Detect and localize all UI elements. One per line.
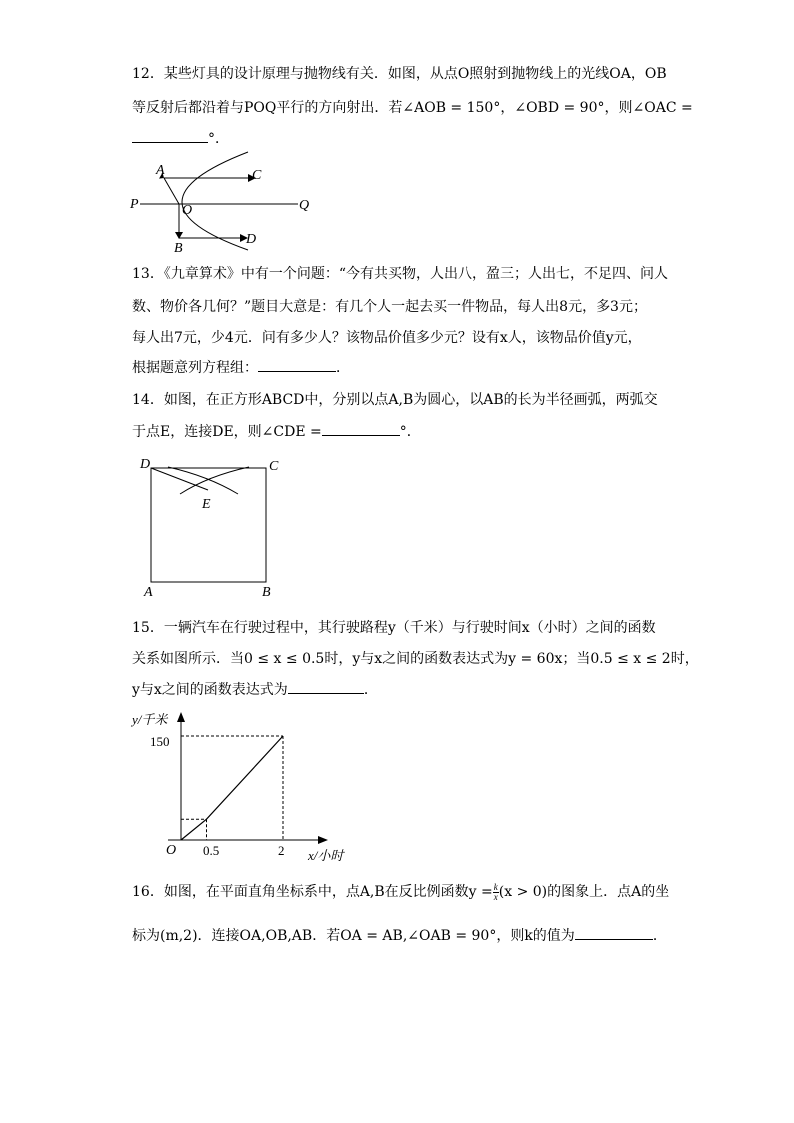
q15-distance-time-graph (128, 708, 368, 868)
q15-line-3 (132, 679, 378, 700)
y-axis-arrow (177, 712, 185, 722)
parabola-curve (182, 152, 248, 250)
q12-parabola-figure (128, 148, 328, 258)
q16-line-2 (132, 925, 667, 946)
q15-line-3-prefix: y与x之间的函数表达式为 (132, 682, 288, 698)
ray-OA (164, 178, 179, 204)
q12-line-2: 等反射后都沿着与POQ平行的方向射出．若∠AOB = 150°，∠OBD = 90°，则∠OAC = (132, 100, 693, 116)
q12-line-1: 12．某些灯具的设计原理与抛物线有关．如图，从点O照射到抛物线上的光线OA，OB (132, 66, 667, 82)
y-tick-150: 150 (150, 734, 170, 749)
q16-line-1 (132, 882, 669, 902)
label-C: C (252, 168, 262, 183)
x-axis-label: x/小时 (308, 848, 344, 863)
square-ABCD (151, 468, 266, 582)
q15-line-2: 关系如图所示．当0 ≤ x ≤ 0.5时，y与x之间的函数表达式为y = 60x；当0.5 ≤ x ≤ 2时， (132, 651, 699, 667)
q15-line-3-suffix: ． (363, 682, 378, 698)
y-axis-label: y/千米 (132, 712, 168, 727)
q15-line-1: 15．一辆汽车在行驶过程中，其行驶路程y（千米）与行驶时间x（小时）之间的函数 (132, 620, 656, 636)
x-tick-2: 2 (278, 843, 285, 858)
q13-answer-blank[interactable] (258, 357, 336, 372)
label-D: D (246, 232, 257, 247)
q13-line-4 (132, 357, 350, 378)
q13-line-4-suffix: ． (336, 360, 350, 376)
fraction-numerator: k (493, 881, 498, 892)
q12-line-3-suffix: °． (208, 131, 229, 147)
fraction-denominator: x (493, 891, 498, 902)
q15-answer-blank[interactable] (288, 679, 364, 694)
q14-answer-blank[interactable] (322, 421, 400, 436)
q16-answer-blank[interactable] (575, 925, 653, 940)
q14-line-2-prefix: 于点E，连接DE，则∠CDE = (132, 424, 322, 440)
q13-line-1: 13．《九章算术》中有一个问题：“今有共买物，人出八，盈三；人出七，不足四、问人 (132, 266, 668, 282)
label-P: P (130, 197, 139, 212)
label-D: D (140, 457, 151, 472)
label-A: A (144, 585, 153, 600)
label-Q: Q (299, 198, 310, 213)
x-axis-arrow (318, 836, 328, 844)
q16-line-1-suffix: (x > 0)的图象上．点A的坐 (498, 884, 670, 900)
distance-series-line (181, 736, 283, 840)
q14-line-1: 14．如图，在正方形ABCD中，分别以点A,B为圆心，以AB的长为半径画弧，两弧交 (132, 392, 658, 408)
q14-line-2-suffix: °． (399, 424, 421, 440)
q13-line-3: 每人出7元，少4元．问有多少人？该物品价值多少元？设有x人，该物品价值y元， (132, 330, 642, 346)
q14-square-figure (138, 454, 288, 602)
label-A: A (156, 163, 165, 178)
q13-line-4-prefix: 根据题意列方程组： (132, 360, 258, 376)
label-E: E (202, 497, 211, 512)
q16-line-1-prefix: 16．如图，在平面直角坐标系中，点A,B在反比例函数y = (132, 884, 493, 900)
x-tick-0.5: 0.5 (203, 843, 220, 858)
q12-line-3 (132, 128, 229, 149)
arc-from-A (168, 467, 238, 494)
q16-line-2-suffix: ． (652, 928, 667, 944)
arc-from-B (180, 467, 249, 494)
q12-answer-blank[interactable] (132, 128, 208, 143)
origin-label: O (166, 843, 177, 858)
label-B: B (262, 585, 271, 600)
q14-line-2 (132, 421, 421, 442)
q13-line-2: 数、物价各几何？”题目大意是：有几个人一起去买一件物品，每人出8元，多3元； (132, 299, 647, 315)
label-O: O (182, 203, 193, 218)
label-B: B (174, 241, 183, 256)
segment-DE (151, 468, 208, 490)
q16-line-2-prefix: 标为(m,2)．连接OA,OB,AB．若OA = AB,∠OAB = 90°，则k的值为 (132, 928, 575, 944)
label-C: C (269, 459, 279, 474)
